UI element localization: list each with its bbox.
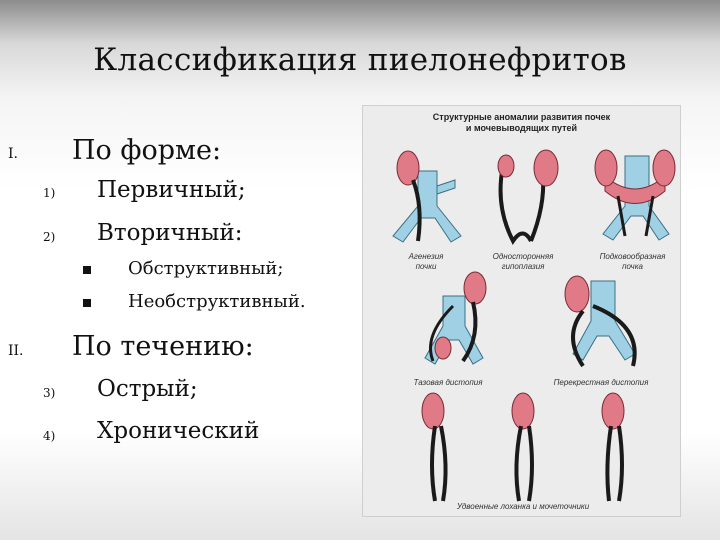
- anomalies-figure: [362, 105, 681, 517]
- figure-title-line-2: и мочевыводящих путей: [465, 123, 578, 133]
- item-3-label: Острый;: [97, 376, 198, 402]
- kidney-shape: [565, 276, 589, 312]
- slide-title: Классификация пиелонефритов: [93, 42, 627, 78]
- section-2-number: II.: [8, 343, 24, 359]
- caption-hypoplasia-line-2: гипоплазия: [501, 262, 545, 271]
- kidney-shape: [602, 393, 624, 429]
- subitem-2-label: Необструктивный.: [128, 291, 306, 312]
- subitem-1-label: Обструктивный;: [128, 258, 284, 279]
- crossed-dystopia-illustration: [565, 276, 635, 366]
- caption-hypoplasia: [478, 252, 568, 272]
- pelvic-dystopia-illustration: [425, 272, 486, 364]
- ureter-line: [516, 426, 532, 501]
- caption-pelvic-dystopia: Тазовая дистопия: [413, 378, 483, 387]
- caption-horseshoe: [585, 252, 680, 272]
- item-4-label: Хронический: [97, 418, 260, 444]
- ureter-line: [432, 426, 446, 501]
- item-1-number: 1): [43, 186, 56, 200]
- subitem-2-bullet: [83, 299, 91, 307]
- caption-agenesis: [381, 252, 471, 272]
- kidney-shape: [498, 155, 514, 177]
- kidney-shape: [512, 393, 534, 429]
- caption-duplex: Удвоенные лоханка и мочеточники: [456, 502, 590, 511]
- caption-hypoplasia-line-1: Односторонняя: [492, 252, 554, 261]
- item-4-number: 4): [43, 429, 56, 443]
- kidney-shape: [397, 151, 419, 185]
- caption-crossed-dystopia: Перекрестная дистопия: [553, 378, 649, 387]
- figure-title-line-1: Структурные аномалии развития почек: [432, 112, 611, 122]
- item-2-number: 2): [43, 230, 56, 244]
- kidney-shape: [534, 150, 558, 186]
- kidney-shape: [435, 337, 451, 359]
- kidney-shape: [653, 150, 675, 186]
- ureter-line: [607, 426, 622, 501]
- item-3-number: 3): [43, 386, 56, 400]
- kidney-shape: [422, 393, 444, 429]
- kidney-shape: [464, 272, 486, 304]
- section-2-heading: По течению:: [72, 331, 254, 362]
- item-2-label: Вторичный:: [97, 220, 243, 246]
- caption-horseshoe-line-2: почка: [622, 262, 643, 271]
- renal-agenesis-illustration: [393, 151, 461, 242]
- section-1-heading: По форме:: [72, 135, 222, 166]
- subitem-1-bullet: [83, 266, 91, 274]
- unilateral-hypoplasia-illustration: [498, 150, 558, 241]
- item-1-label: Первичный;: [97, 177, 246, 203]
- caption-agenesis-line-2: почки: [415, 262, 437, 271]
- caption-agenesis-line-1: Агенезия: [408, 252, 444, 261]
- horseshoe-kidney-illustration: [595, 150, 675, 240]
- duplex-ureter-illustration: [422, 393, 624, 501]
- anomalies-illustration: [363, 106, 680, 516]
- kidney-shape: [595, 150, 617, 186]
- section-1-number: I.: [8, 146, 18, 162]
- caption-horseshoe-line-1: Подковообразная: [599, 252, 666, 261]
